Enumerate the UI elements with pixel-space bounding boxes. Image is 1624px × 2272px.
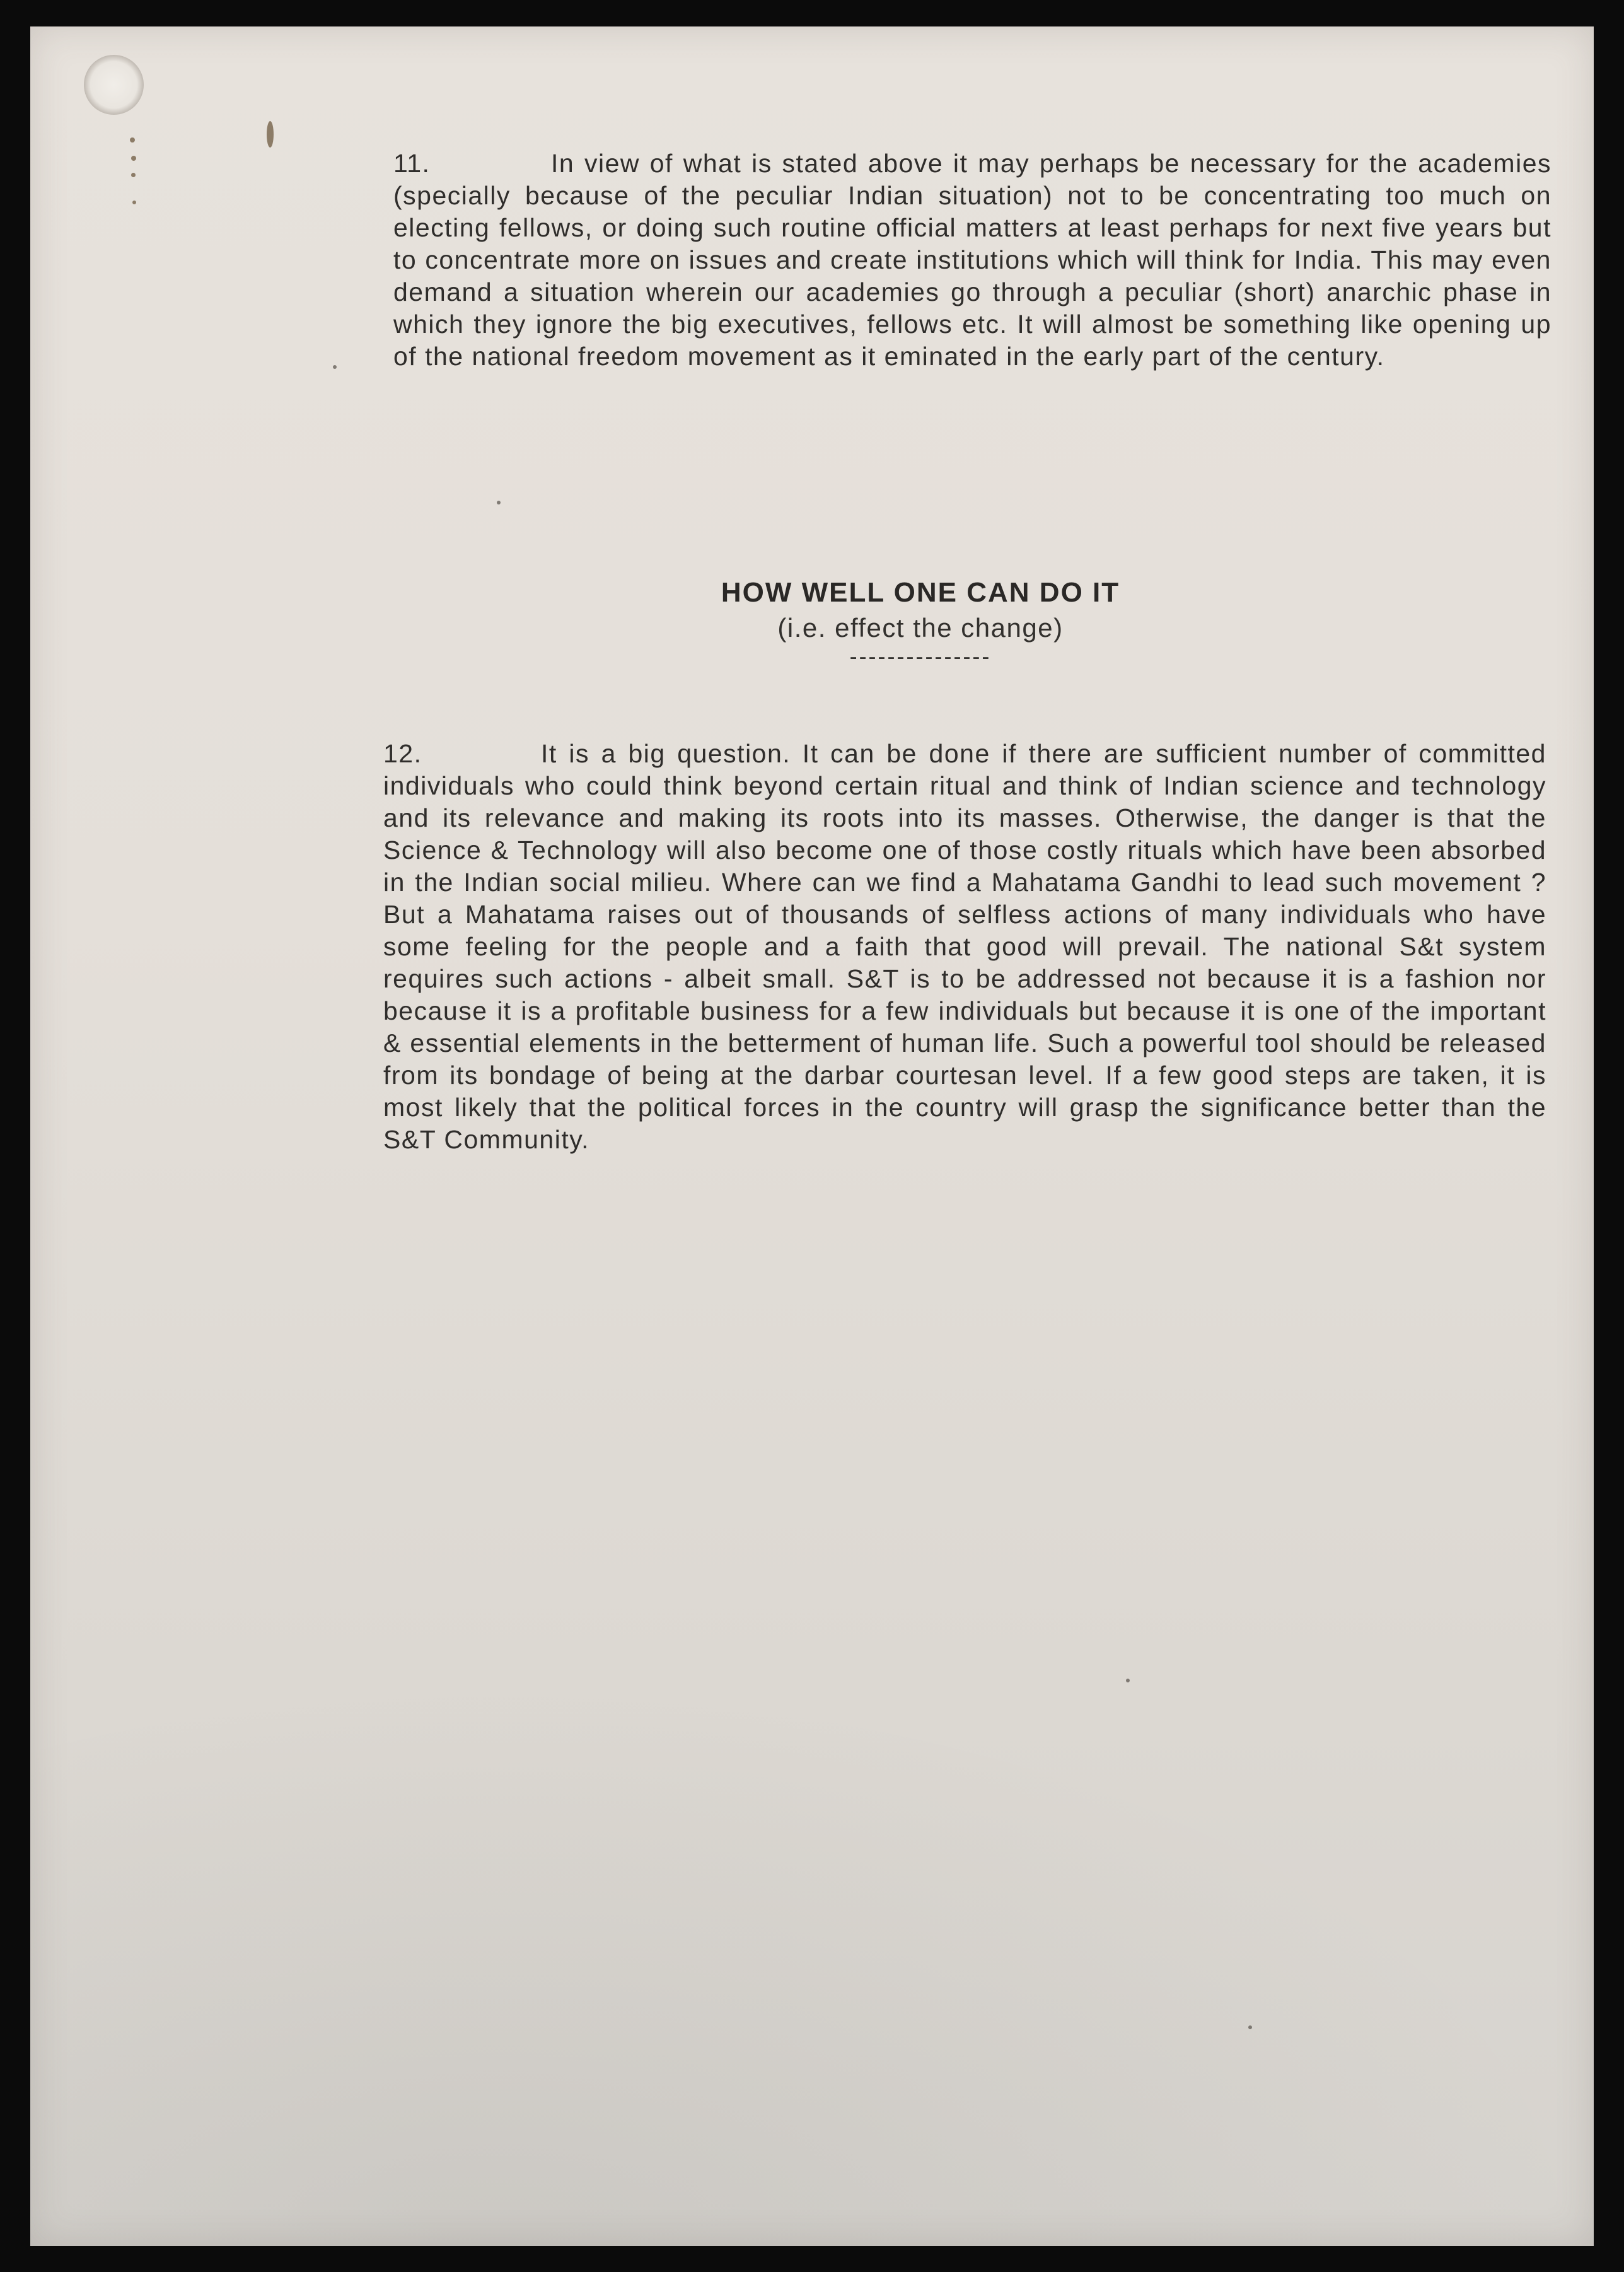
paper-speck	[497, 501, 501, 504]
heading-title: HOW WELL ONE CAN DO IT	[721, 577, 1120, 608]
heading-rule: ---------------	[849, 643, 992, 669]
ink-stain	[132, 201, 136, 204]
ink-stain	[130, 137, 135, 143]
paragraph-text: In view of what is stated above it may perhaps be necessary for the academies (specially because of the peculiar Indian situation) not to be concentrating too much on electing fellows, or doing such routine official matters at least perhaps for next five years but to concentrate more on issues and create institutions which will think for India. This may even demand a situation wherein our academies go through a peculiar (short) anarchic phase in which they ignore the big executives, fellows etc. It will almost be something like opening up of the national freedom movement as it eminated in the early part of the century.	[393, 149, 1552, 371]
section-heading	[691, 575, 1150, 667]
paper-speck	[1126, 1679, 1130, 1682]
paragraph-12	[383, 738, 1546, 1156]
paragraph-text: It is a big question. It can be done if there are sufficient number of committed individuals who could think beyond certain ritual and think of Indian science and technology and its relevance and making its roots into its masses. Otherwise, the danger is that the Science & Technology will also become one of those costly rituals which have been absorbed in the Indian social milieu. Where can we find a Mahatama Gandhi to lead such movement ? But a Mahatama raises out of thousands of selfless actions of many individuals who have some feeling for the people and a faith that good will prevail. The national S&t system requires such actions - albeit small. S&T is to be addressed not because it is a fashion nor because it is a profitable business for a few individuals but because it is one of the important & essential elements in the betterment of human life. Such a powerful tool should be released from its bondage of being at the darbar courtesan level. If a few good steps are taken, it is most likely that the political forces in the country will grasp the significance better than the S&T Community.	[383, 739, 1546, 1154]
paper-speck	[1248, 2025, 1252, 2029]
ink-stain	[131, 156, 136, 161]
heading-subtitle: (i.e. effect the change)	[777, 613, 1064, 643]
punch-hole	[84, 55, 144, 115]
paragraph-number: 11.	[393, 149, 431, 178]
paper-speck	[333, 365, 337, 369]
ink-stain	[131, 173, 136, 177]
paragraph-number: 12.	[383, 739, 422, 768]
document-page	[30, 26, 1594, 2246]
ink-stain	[267, 121, 274, 148]
paragraph-11	[393, 148, 1552, 373]
